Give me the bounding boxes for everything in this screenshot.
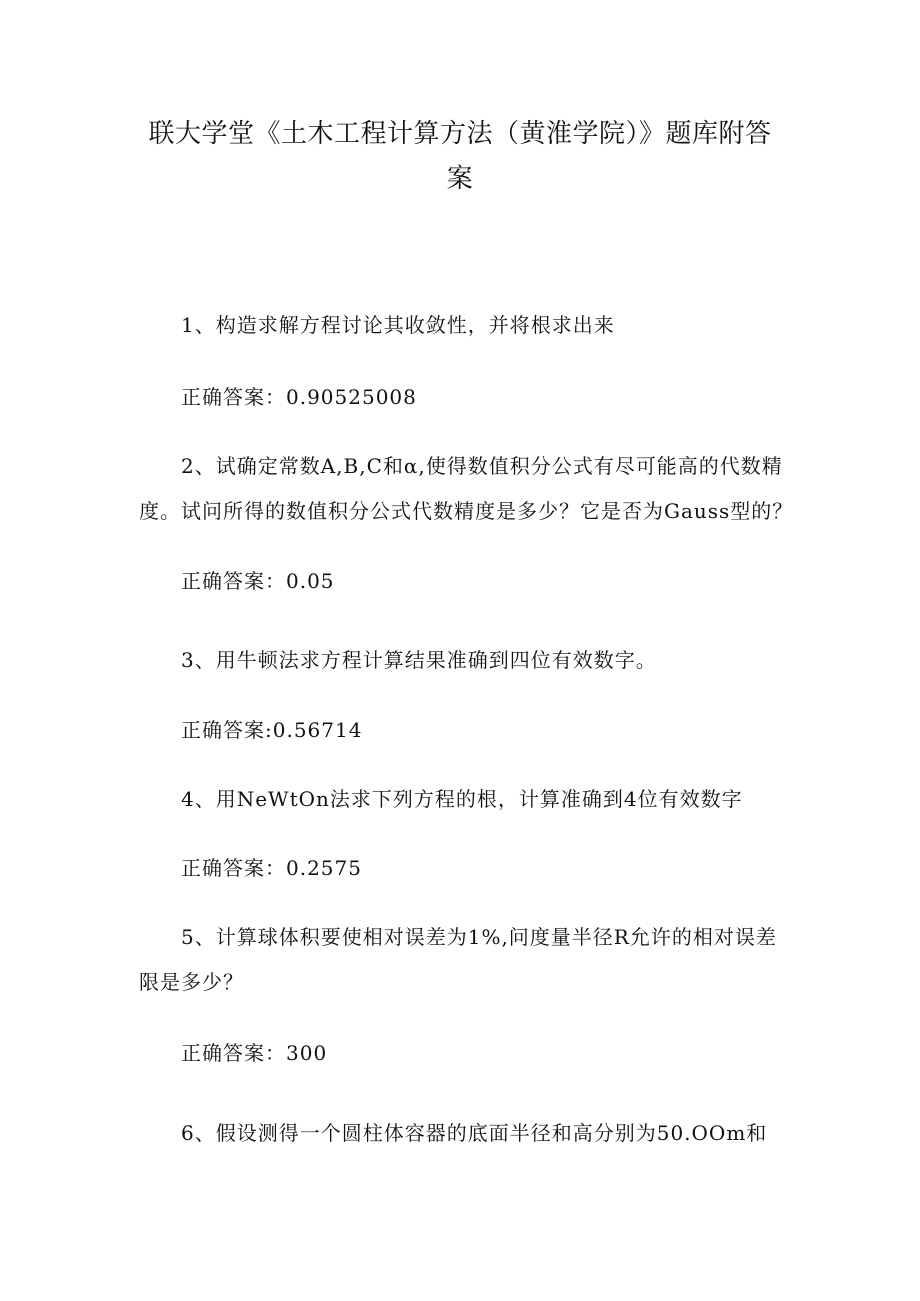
answer-1 [139, 377, 799, 417]
question-2-line-2: 度。试问所得的数值积分公式代数精度是多少？它是否为Gauss型的？ [139, 499, 794, 523]
answer-3 [139, 710, 799, 750]
answer-3-text: 正确答案:0.56714 [181, 718, 363, 742]
answer-5-text: 正确答案：300 [181, 1041, 328, 1065]
answer-5 [139, 1033, 799, 1073]
document-title [130, 112, 790, 202]
answer-1-text: 正确答案：0.90525008 [181, 385, 417, 409]
answer-2 [139, 561, 799, 601]
question-2-line-1: 2、试确定常数A,B,C和α,使得数值积分公式有尽可能高的代数精 [181, 454, 783, 478]
answer-2-text: 正确答案：0.05 [181, 569, 335, 593]
question-5 [139, 917, 799, 1002]
question-3 [139, 640, 799, 680]
answer-4 [139, 848, 799, 888]
question-6 [139, 1113, 799, 1153]
title-line-1: 联大学堂《土木工程计算方法（黄淮学院）》题库附答 [148, 119, 772, 149]
question-4 [139, 779, 799, 819]
question-1 [139, 305, 799, 345]
question-3-line-1: 3、用牛顿法求方程计算结果准确到四位有效数字。 [181, 648, 657, 672]
question-4-line-1: 4、用NeWtOn法求下列方程的根，计算准确到4位有效数字 [181, 787, 743, 811]
title-line-2: 案 [446, 164, 474, 194]
question-5-line-2: 限是多少？ [139, 970, 244, 994]
question-1-line-1: 1、构造求解方程讨论其收敛性，并将根求出来 [181, 313, 615, 337]
question-2 [139, 446, 799, 531]
question-6-line-1: 6、假设测得一个圆柱体容器的底面半径和高分别为50.OOm和 [181, 1121, 768, 1145]
question-5-line-1: 5、计算球体积要使相对误差为1%,问度量半径R允许的相对误差 [181, 925, 777, 949]
answer-4-text: 正确答案：0.2575 [181, 856, 362, 880]
